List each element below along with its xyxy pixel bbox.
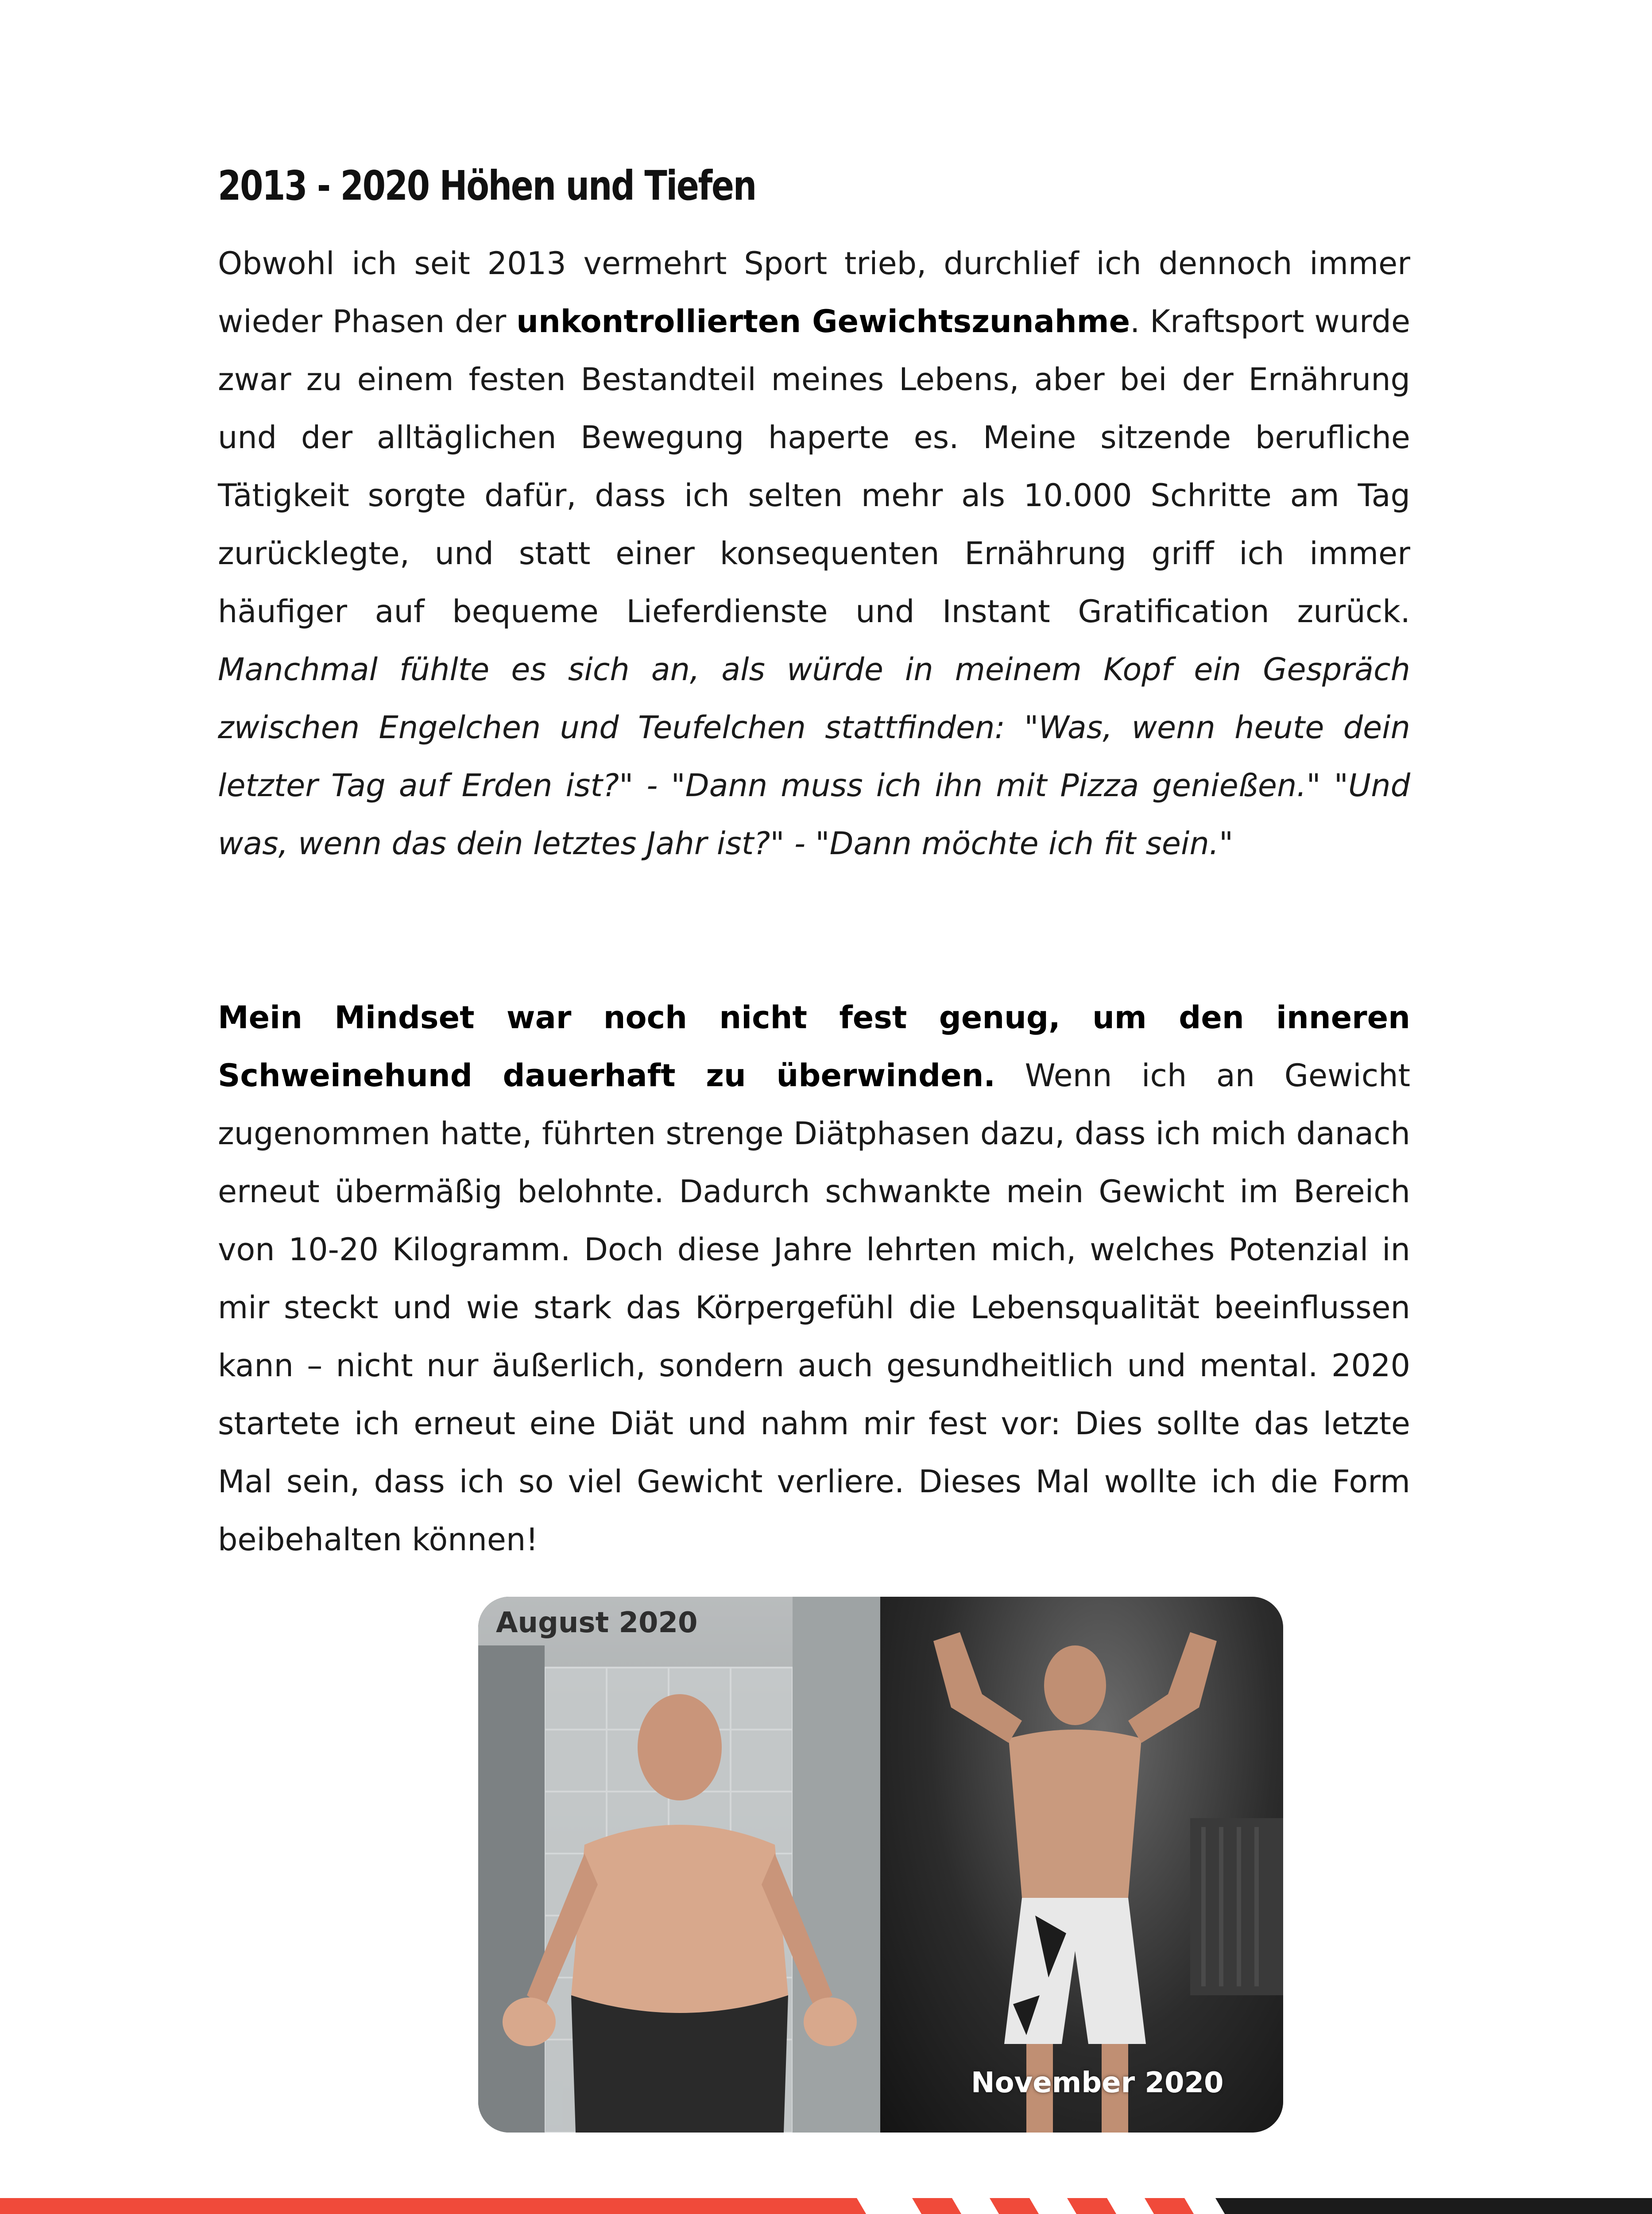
paragraph-1 — [218, 235, 1410, 873]
section-heading: 2013 - 2020 Höhen und Tiefen — [218, 162, 756, 209]
before-photo — [478, 1597, 880, 2133]
before-after-photo — [478, 1597, 1283, 2133]
after-photo-illustration — [880, 1597, 1283, 2133]
paragraph-1-text-b: . Kraftsport wurde zwar zu einem festen Bestandteil meines Lebens, aber bei der Ernährung und der alltäglichen Bewegung haperte es. Meine sitzende berufliche Tätigkeit sorgte dafür, dass ich selten mehr als 10.000 Schritte am Tag zurücklegte, und statt einer konsequenten Ernährung griff ich immer häufiger auf bequeme Lieferdienste und Instant Gratification zurück. — [218, 303, 1411, 630]
paragraph-1-italic-quote: Manchmal fühlte es sich an, als würde in meinem Kopf ein Gespräch zwischen Engelchen und Teufelchen stattfinden: "Was, wenn heute dein letzter Tag auf Erden ist?" - "Dann muss ich ihn mit Pizza genießen." "Und was, wenn das dein letztes Jahr ist?" - "Dann möchte ich fit sein." — [218, 651, 1410, 862]
paragraph-2 — [218, 989, 1410, 1569]
after-photo — [880, 1597, 1283, 2133]
paragraph-1-text-a: Obwohl ich seit 2013 vermehrt Sport trieb, durchlief ich dennoch immer wieder Phasen der — [218, 245, 1410, 340]
after-photo-label: November 2020 — [971, 2067, 1224, 2099]
before-photo-label: August 2020 — [496, 1606, 698, 1639]
paragraph-2-text: Wenn ich an Gewicht zugenommen hatte, führten strenge Diätphasen dazu, dass ich mich danach erneut übermäßig belohnte. Dadurch schwankte mein Gewicht im Bereich von 10-20 Kilogramm. Doch diese Jahre lehrten mich, welches Potenzial in mir steckt und wie stark das Körpergefühl die Lebensqualität beeinflussen kann – nicht nur äußerlich, sondern auch gesundheitlich und mental. 2020 startete ich erneut eine Diät und nahm mir fest vor: Dies sollte das letzte Mal sein, dass ich so viel Gewicht verliere. Dieses Mal wollte ich die Form beibehalten können! — [218, 1057, 1411, 1558]
paragraph-2-bold: Mein Mindset war noch nicht fest genug, um den inneren Schweinehund dauerhaft zu überwinden. — [218, 999, 1410, 1094]
paragraph-1-bold: unkontrollierten Gewichtszunahme — [516, 303, 1130, 340]
footer-banner — [0, 2198, 1652, 2214]
before-photo-illustration — [478, 1597, 880, 2133]
page-footer — [0, 2198, 1652, 2214]
